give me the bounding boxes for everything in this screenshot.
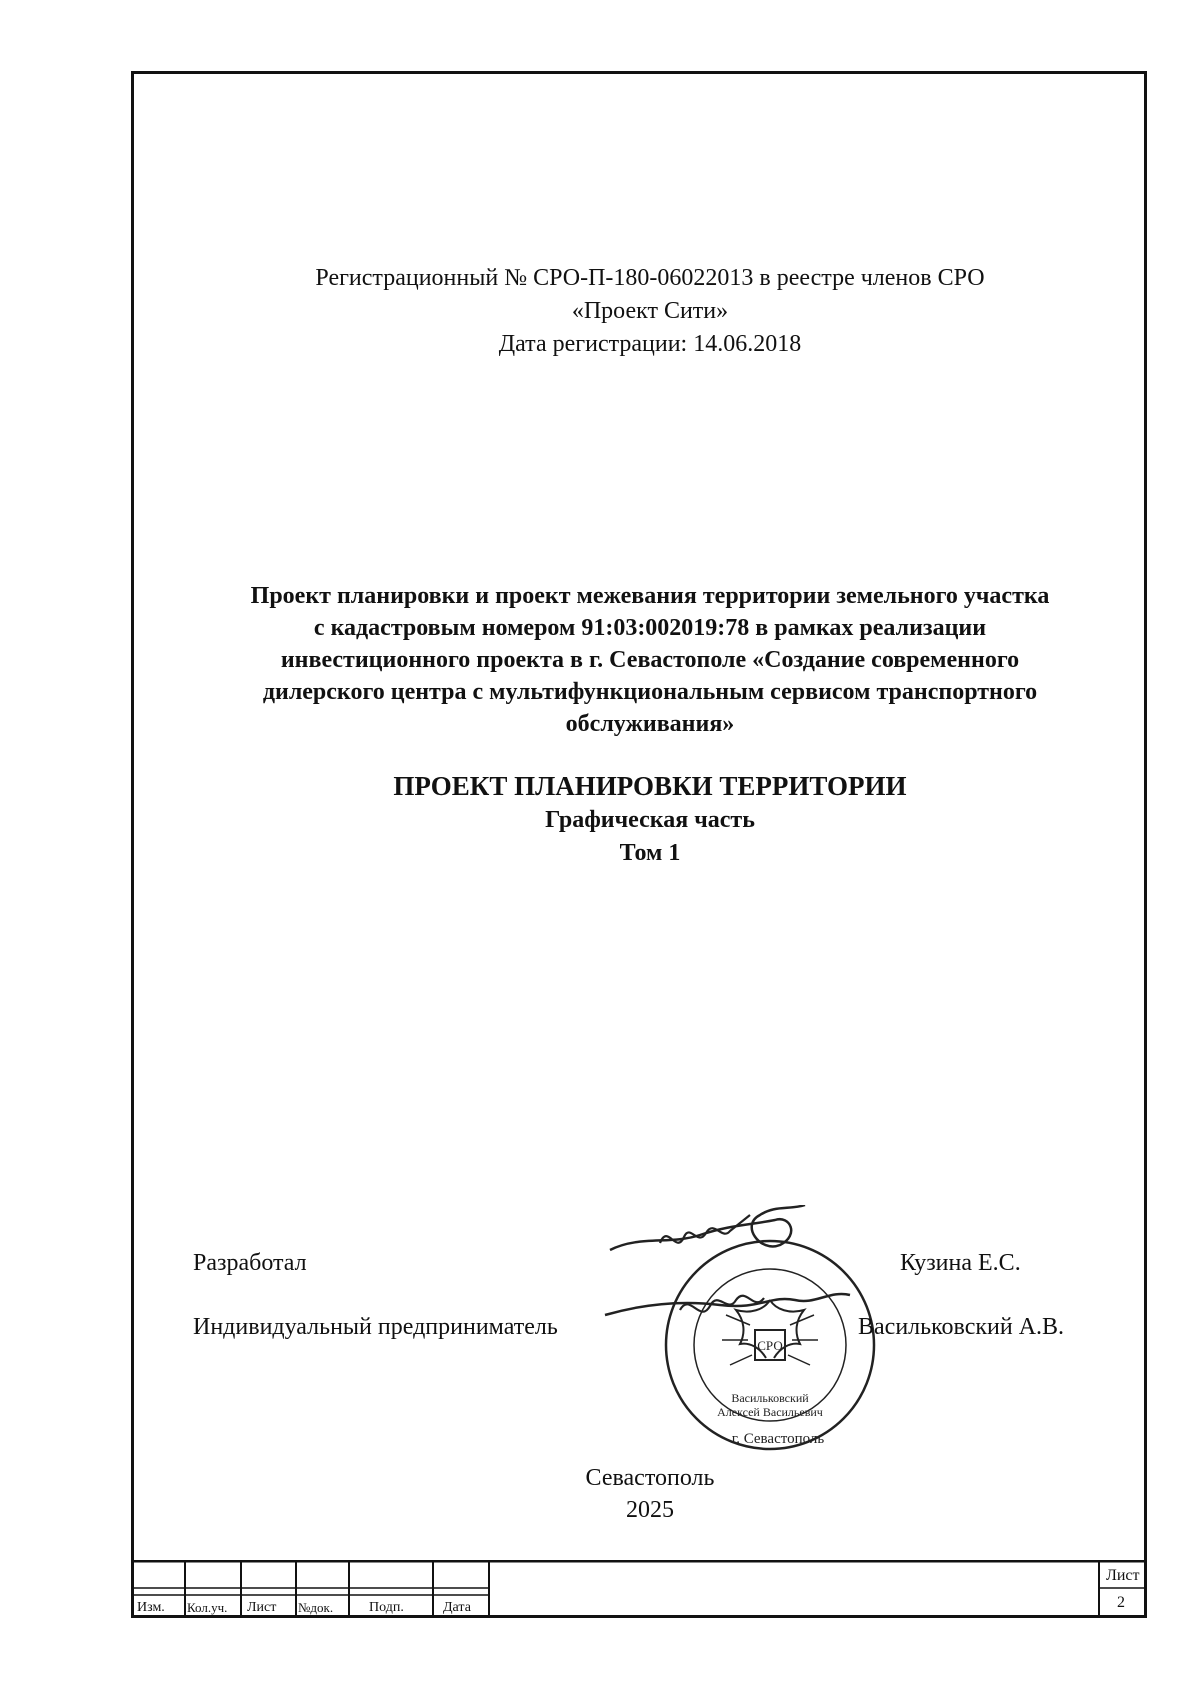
registration-block xyxy=(150,262,1150,361)
sro-name: «Проект Сити» xyxy=(571,298,729,324)
col-data: Дата xyxy=(443,1600,471,1615)
document-title xyxy=(160,580,1140,740)
developed-label: Разработал xyxy=(193,1250,307,1276)
col-ndok: №док. xyxy=(298,1600,334,1615)
footer-block xyxy=(150,1462,1150,1526)
stamp-name-1: Васильковский xyxy=(731,1391,809,1405)
entrepreneur-label: Индивидуальный предприниматель xyxy=(193,1314,558,1340)
title-line: обслуживания» xyxy=(565,711,735,737)
registration-number: Регистрационный № СРО-П-180-06022013 в реестре членов СРО xyxy=(315,265,985,291)
title-line: с кадастровым номером 91:03:002019:78 в рамках реализации xyxy=(313,615,987,641)
col-list: Лист xyxy=(247,1600,277,1615)
stamp-name-2: Алексей Васильевич xyxy=(717,1405,823,1419)
section-heading: ПРОЕКТ ПЛАНИРОВКИ ТЕРРИТОРИИ xyxy=(393,771,907,801)
section-heading-block xyxy=(150,768,1150,870)
stamp-city: г. Севастополь xyxy=(731,1431,825,1447)
developer-name: Кузина Е.С. xyxy=(900,1250,1021,1276)
sheet-number: 2 xyxy=(1117,1594,1125,1611)
title-line: Проект планировки и проект межевания территории земельного участка xyxy=(250,583,1050,609)
volume-label: Том 1 xyxy=(619,840,681,866)
footer-city: Севастополь xyxy=(585,1465,715,1491)
title-line: инвестиционного проекта в г. Севастополе «Создание современного xyxy=(280,647,1020,673)
entrepreneur-name: Васильковский А.В. xyxy=(858,1314,1065,1340)
title-line: дилерского центра с мультифункциональным сервисом транспортного xyxy=(262,679,1038,705)
sheet-label: Лист xyxy=(1106,1567,1140,1584)
col-izm: Изм. xyxy=(137,1600,165,1615)
section-subheading: Графическая часть xyxy=(545,807,755,833)
title-block-grid xyxy=(131,1560,1147,1618)
footer-year: 2025 xyxy=(626,1497,674,1523)
registration-date: Дата регистрации: 14.06.2018 xyxy=(498,331,802,357)
title-block xyxy=(131,1560,1147,1618)
col-kol-uch: Кол.уч. xyxy=(187,1600,228,1615)
stamp-center-text: СРО xyxy=(757,1338,783,1353)
col-podp: Подп. xyxy=(369,1600,404,1615)
